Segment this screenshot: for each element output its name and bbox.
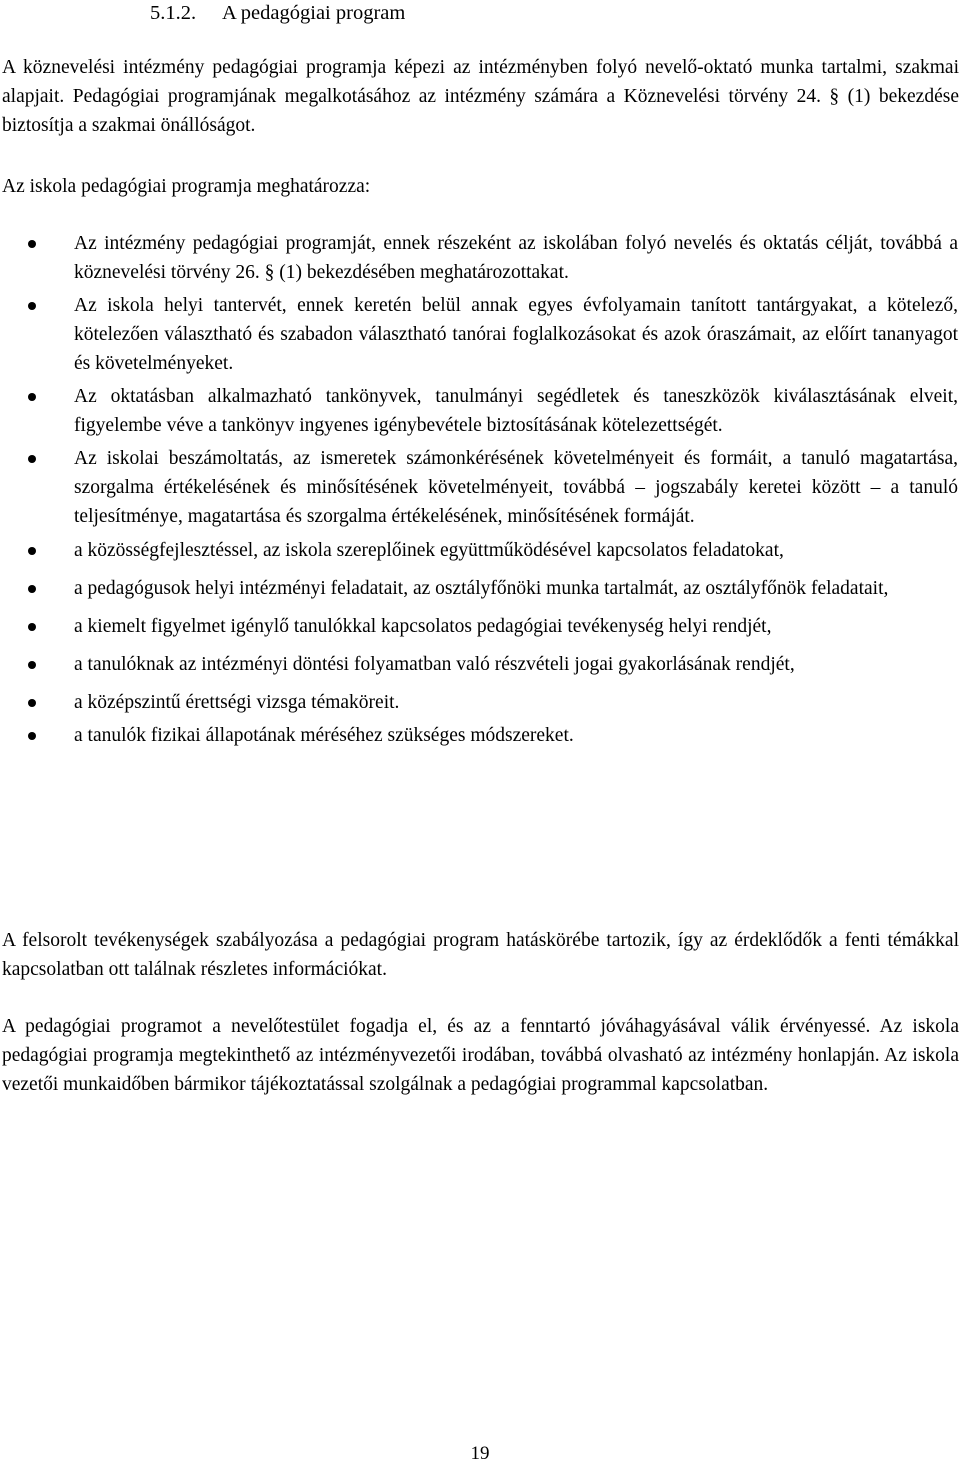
list-item: a középszintű érettségi vizsga témaköreit. [0,688,960,717]
list-lead-text: Az iskola pedagógiai programja meghatározza: [2,176,371,197]
list-item: a tanulóknak az intézményi döntési folyamatban való részvételi jogai gyakorlásának rendjét, [0,650,960,679]
bullet-icon [28,623,36,631]
determinations-list [0,229,960,750]
list-item: Az iskolai beszámoltatás, az ismeretek számonkérésének követelményeit és formáit, a tanuló magatartása, szorgalma értékelésének és minősítésének követelményeit, továbbá – jogszabály keretei között – a tanuló teljesítménye, magatartása és szorgalma értékelésének, minősítésének formáját. [0,444,960,531]
list-item: a pedagógusok helyi intézményi feladatait, az osztályfőnöki munka tartalmát, az osztályfőnök feladatait, [0,574,960,603]
bullet-icon [28,240,36,248]
bullet-icon [28,732,36,740]
bullet-icon [28,393,36,401]
bullet-icon [28,455,36,463]
list-item: Az intézmény pedagógiai programját, ennek részeként az iskolában folyó nevelés és oktatás célját, továbbá a köznevelési törvény 26. § (1) bekezdésében meghatározottakat. [0,229,960,287]
bullet-icon [28,585,36,593]
bullet-icon [28,302,36,310]
closing-paragraph: A pedagógiai programot a nevelőtestület fogadja el, és az a fenntartó jóváhagyásával válik érvényessé. Az iskola pedagógiai programja megtekinthető az intézményvezetői irodában, továbbá olvasható az intézmény honlapján. Az iskola vezetői munkaidőben bármikor tájékoztatással szolgálnak a pedagógiai programmal kapcsolatban. [2,1016,959,1095]
page-number: 19 [470,1443,490,1464]
list-item: Az iskola helyi tantervét, ennek keretén belül annak egyes évfolyamain tanított tantárgyakat, a kötelező, kötelezően választható és szabadon választható tanórai foglalkozásokat és azok óraszámait, az előírt tananyagot és követelményeket. [0,291,960,378]
list-item: a tanulók fizikai állapotának méréséhez szükséges módszereket. [0,721,960,750]
after-list-paragraph: A felsorolt tevékenységek szabályozása a pedagógiai program hatáskörébe tartozik, így az érdeklődők a fenti témákkal kapcsolatban ott találnak részletes információkat. [2,930,959,980]
bullet-icon [28,699,36,707]
intro-paragraph: A köznevelési intézmény pedagógiai programja képezi az intézményben folyó nevelő-oktató munka tartalmi, szakmai alapjait. Pedagógiai programjának megalkotásához az intézmény számára a Köznevelési törvény 24. § (1) bekezdése biztosítja a szakmai önállóságot. [2,57,959,136]
bullet-icon [28,661,36,669]
list-item: a kiemelt figyelmet igénylő tanulókkal kapcsolatos pedagógiai tevékenység helyi rendjét, [0,612,960,641]
list-item: Az oktatásban alkalmazható tankönyvek, tanulmányi segédletek és taneszközök kiválasztásának elveit, figyelembe véve a tankönyv ingyenes igénybevétele biztosításának kötelezettségét. [0,382,960,440]
section-number: 5.1.2. [150,2,197,24]
section-heading [150,0,405,26]
section-title: A pedagógiai program [222,2,406,24]
list-item: a közösségfejlesztéssel, az iskola szereplőinek együttműködésével kapcsolatos feladatokat, [0,536,960,565]
bullet-icon [28,547,36,555]
